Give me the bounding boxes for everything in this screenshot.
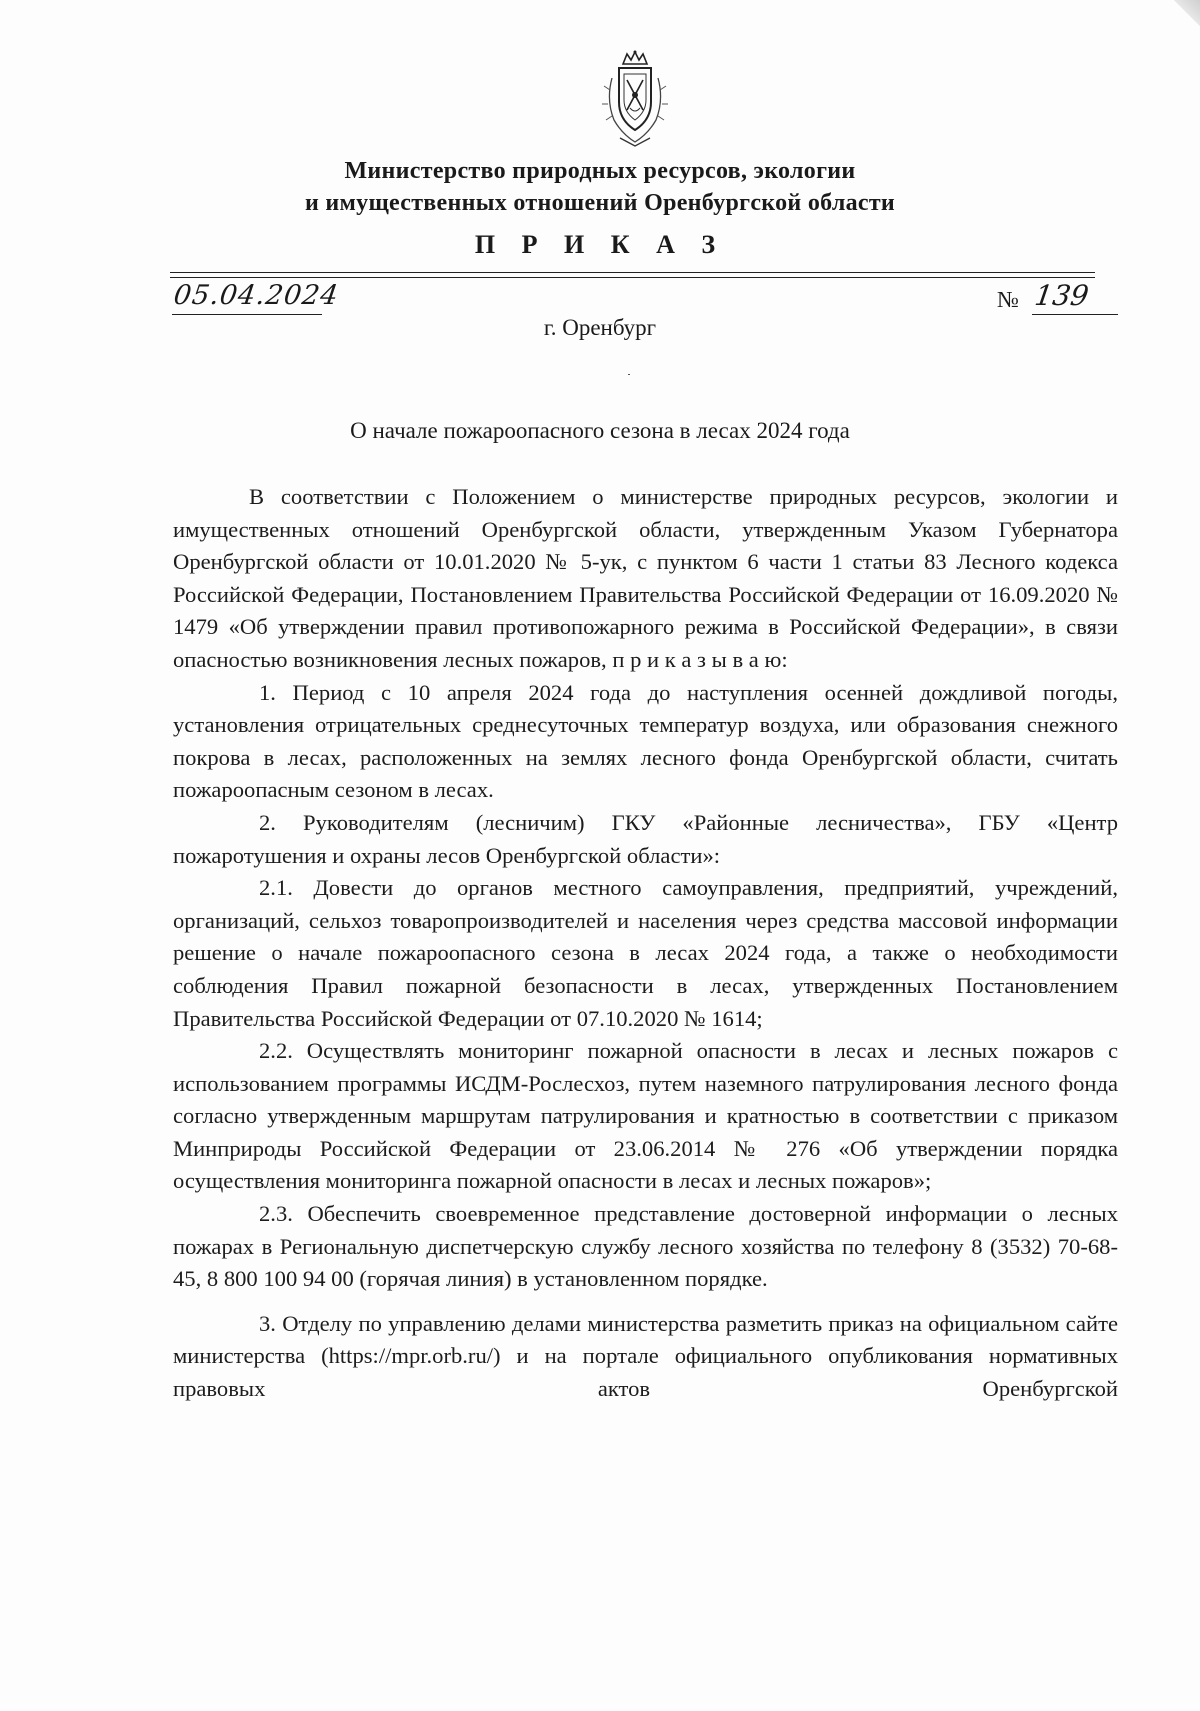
body-preamble: В соответствии с Положением о министерстве природных ресурсов, экологии и имущественных отношений Оренбургской области, утвержденным Указом Губернатора Оренбургской области от 10.01.2020 № 5-ук, с пунктом 6 части 1 статьи 83 Лесного кодекса Российской Федерации, Постановлением Правительства Российской Федерации от 16.09.2020 № 1479 «Об утверждении правил противопожарного режима в Российской Федерации», в связи опасностью возникновения лесных пожаров, п р и к а з ы в а ю: bbox=[173, 484, 1118, 672]
body-item-2-1: 2.1. Довести до органов местного самоуправления, предприятий, учреждений, организаций, сельхоз товаропроизводителей и населения через средства массовой информации решение о начале пожароопасного сезона в лесах 2024 года, а также о необходимости соблюдения Правил пожарной безопасности в лесах, утвержденных Постановлением Правительства Российской Федерации от 07.10.2020 № 1614; bbox=[173, 875, 1118, 1031]
coat-of-arms-icon bbox=[600, 50, 670, 150]
ministry-name-line2: и имущественных отношений Оренбургской области bbox=[304, 190, 896, 216]
body-item-2-3: 2.3. Обеспечить своевременное представление достоверной информации о лесных пожарах в Региональную диспетчерскую службу лесного хозяйства по телефону 8 (3532) 70-68-45, 8 800 100 94 00 (горячая линия) в установленном порядке. bbox=[173, 1201, 1118, 1292]
order-body bbox=[173, 481, 1118, 1406]
ministry-name-line1: Министерство природных ресурсов, экологии bbox=[344, 158, 856, 184]
scan-speck bbox=[628, 374, 630, 375]
number-underline bbox=[1032, 314, 1118, 315]
order-title: П Р И К А З bbox=[474, 230, 726, 259]
order-number-label: № bbox=[997, 287, 1019, 312]
header-rule-top bbox=[170, 272, 1095, 273]
page-corner-fold bbox=[1174, 0, 1200, 26]
header-rule-bottom bbox=[170, 277, 1095, 278]
body-item-2: 2. Руководителям (лесничим) ГКУ «Районные лесничества», ГБУ «Центр пожаротушения и охраны лесов Оренбургской области»: bbox=[173, 809, 1118, 868]
body-item-3: 3. Отделу по управлению делами министерства разметить приказ на официальном сайте министерства (https://mpr.orb.ru/) и на портале официального опубликования нормативных правовых актов Оренбургской bbox=[173, 1310, 1118, 1402]
city-line: г. Оренбург bbox=[543, 315, 657, 340]
order-subject: О начале пожароопасного сезона в лесах 2024 года bbox=[350, 418, 850, 443]
body-item-2-2: 2.2. Осуществлять мониторинг пожарной опасности в лесах и лесных пожаров с использованием программы ИСДМ-Рослесхоз, путем наземного патрулирования лесного фонда согласно утвержденным маршрутам патрулирования и кратностью в соответствии с приказом Минприроды Российской Федерации от 23.06.2014 № 276 «Об утверждении порядка осуществления мониторинга пожарной опасности в лесах и лесных пожаров»; bbox=[173, 1038, 1118, 1194]
date-underline bbox=[172, 314, 322, 315]
body-item-1: 1. Период с 10 апреля 2024 года до наступления осенней дождливой погоды, установления отрицательных среднесуточных температур воздуха, или образования снежного покрова в лесах, расположенных на землях лесного фонда Оренбургской области, считать пожароопасным сезоном в лесах. bbox=[173, 679, 1118, 803]
order-number-handwritten: 139 bbox=[1032, 279, 1091, 312]
order-date-handwritten: 05.04.2024 bbox=[171, 280, 341, 311]
